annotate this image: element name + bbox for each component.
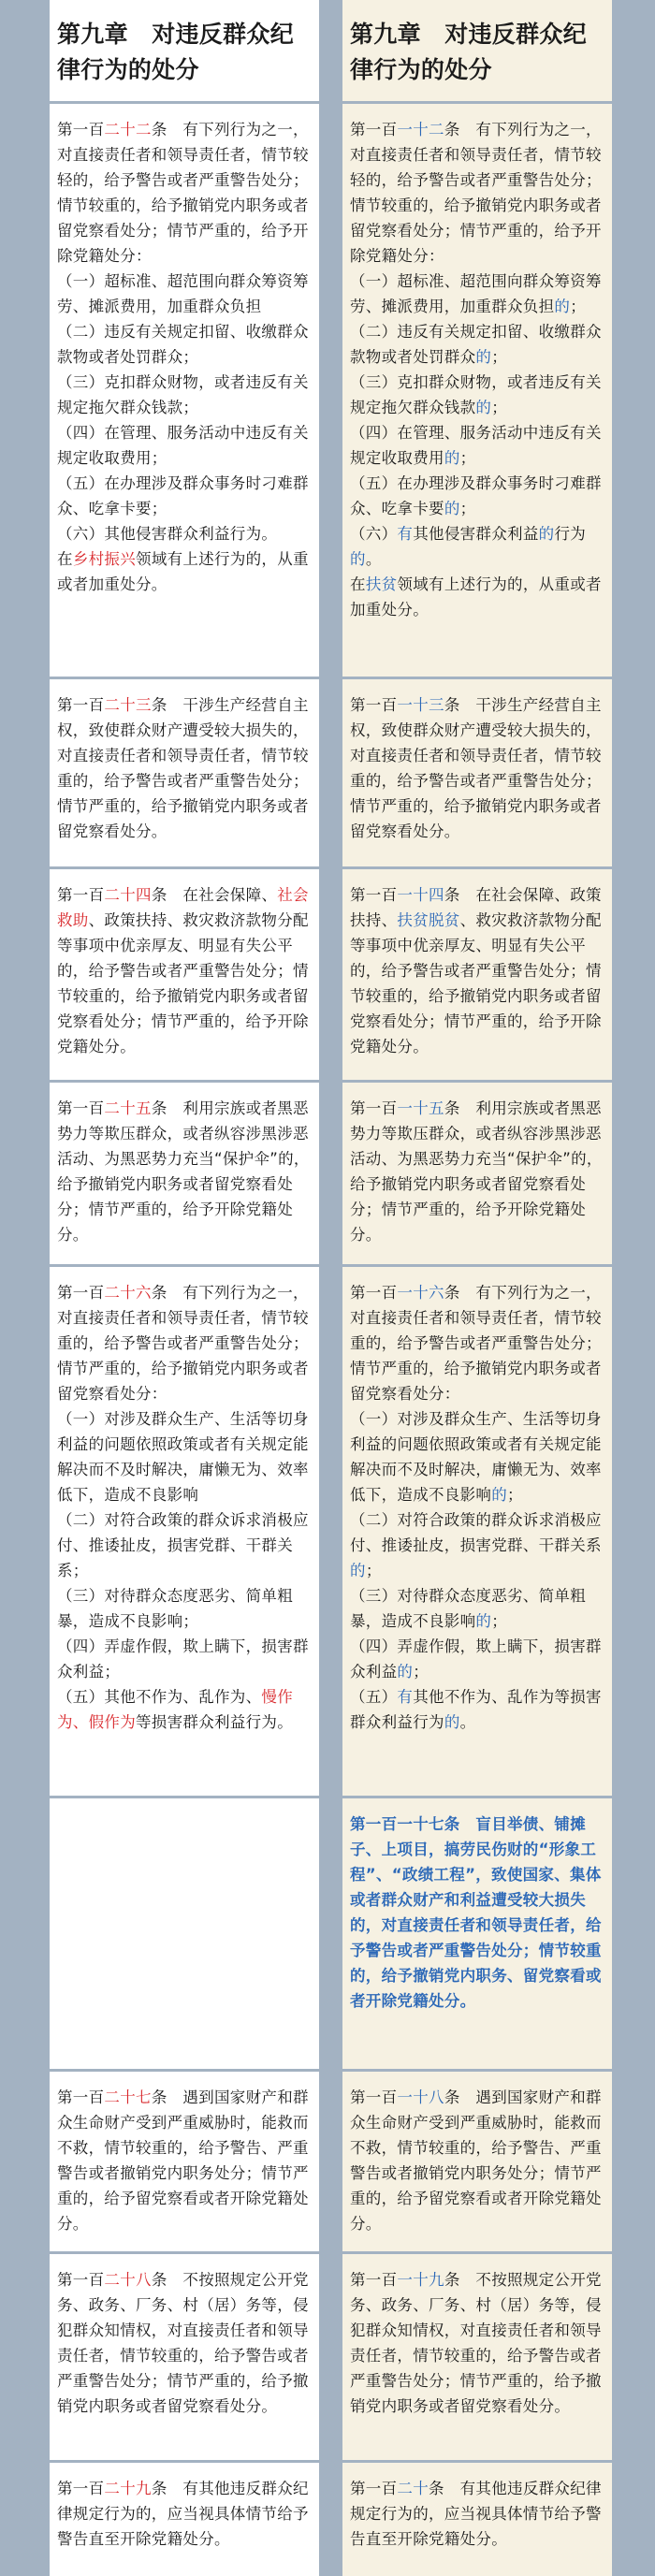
right-article-120 — [342, 2463, 612, 2576]
article-item: （二）对符合政策的群众诉求消极应付、推诿扯皮，损害党群、干群关系； — [57, 1511, 309, 1579]
left-article-123 — [50, 679, 319, 866]
article-item: （五）在办理涉及群众事务时刁难群众、吃拿卡要； — [57, 474, 309, 517]
article-item: （四）在管理、服务活动中违反有关规定收取费用的； — [350, 424, 602, 467]
left-article-122 — [50, 104, 319, 677]
article-item: （三）对待群众态度恶劣、简单粗暴，造成不良影响的； — [350, 1587, 586, 1630]
right-chapter-header — [342, 0, 612, 101]
article-item: 在扶贫领域有上述行为的，从重或者加重处分。 — [350, 575, 602, 619]
article-text: 第一百二十八条 不按照规定公开党务、政务、厂务、村（居）务等，侵犯群众知情权，对直接责任者和领导责任者，情节较重的，给予警告或者严重警告处分；情节严重的，给予撤销党内职务或者留党察看处分。 — [57, 2271, 309, 2415]
left-empty-cell — [50, 1798, 319, 2069]
article-item: （三）克扣群众财物，或者违反有关规定拖欠群众钱款； — [57, 373, 309, 416]
article-text: 第一百一十三条 干涉生产经营自主权，致使群众财产遭受较大损失的，对直接责任者和领导责任者，情节较重的，给予警告或者严重警告处分；情节严重的，给予撤销党内职务或者留党察看处分。 — [350, 696, 602, 840]
article-text: 第一百一十五条 利用宗族或者黑恶势力等欺压群众，或者纵容涉黑涉恶活动、为黑恶势力充当“保护伞”的，给予撤销党内职务或者留党察看处分；情节严重的，给予开除党籍处分。 — [350, 1099, 603, 1244]
article-item: （四）弄虚作假，欺上瞒下，损害群众利益的； — [350, 1637, 602, 1681]
article-item: （五）有其他不作为、乱作为等损害群众利益行为的。 — [350, 1688, 602, 1731]
right-article-112 — [342, 104, 612, 677]
article-text: 第一百一十四条 在社会保障、政策扶持、扶贫脱贫、救灾救济款物分配等事项中优亲厚友、明显有失公平的，给予警告或者严重警告处分；情节较重的，给予撤销党内职务或者留党察看处分；情节严重的，给予开除党籍处分。 — [350, 886, 602, 1055]
article-intro: 第一百二十六条 有下列行为之一，对直接责任者和领导责任者，情节较重的，给予警告或者严重警告处分；情节严重的，给予撤销党内职务或者留党察看处分： — [57, 1284, 309, 1403]
article-text: 第一百二十五条 利用宗族或者黑恶势力等欺压群众，或者纵容涉黑涉恶活动、为黑恶势力充当“保护伞”的，给予撤销党内职务或者留党察看处分；情节严重的，给予开除党籍处分。 — [57, 1099, 310, 1244]
article-item: （六）有其他侵害群众利益的行为的。 — [350, 525, 587, 568]
right-article-113 — [342, 679, 612, 866]
article-text: 第一百一十七条 盲目举债、铺摊子、上项目，搞劳民伤财的“形象工程”、“政绩工程”，致使国家、集体或者群众财产和利益遭受较大损失的，对直接责任者和领导责任者，给予警告或者严重警告处分；情节较重的，给予撤销党内职务、留党察看或者开除党籍处分。 — [350, 1815, 602, 2010]
article-intro: 第一百一十二条 有下列行为之一，对直接责任者和领导责任者，情节较轻的，给予警告或者严重警告处分；情节较重的，给予撤销党内职务或者留党察看处分；情节严重的，给予开除党籍处分： — [350, 121, 602, 265]
article-text: 第一百二十四条 在社会保障、社会救助、政策扶持、救灾救济款物分配等事项中优亲厚友、明显有失公平的，给予警告或者严重警告处分；情节较重的，给予撤销党内职务或者留党察看处分；情节严重的，给予开除党籍处分。 — [57, 886, 309, 1055]
left-article-127 — [50, 2072, 319, 2251]
article-item: （一）超标准、超范围向群众筹资筹劳、摊派费用，加重群众负担的； — [350, 272, 602, 315]
article-item: （四）弄虚作假，欺上瞒下，损害群众利益； — [57, 1637, 309, 1681]
left-article-128 — [50, 2254, 319, 2460]
article-item: （六）其他侵害群众利益行为。 — [57, 525, 278, 543]
left-chapter-header — [50, 0, 319, 101]
article-text: 第一百二十七条 遇到国家财产和群众生命财产受到严重威胁时，能救而不救，情节较重的，给予警告、严重警告或者撤销党内职务处分；情节严重的，给予留党察看或者开除党籍处分。 — [57, 2088, 309, 2233]
article-item: （五）在办理涉及群众事务时刁难群众、吃拿卡要的； — [350, 474, 602, 517]
article-item: （三）克扣群众财物，或者违反有关规定拖欠群众钱款的； — [350, 373, 602, 416]
left-article-129 — [50, 2463, 319, 2576]
article-item: （一）超标准、超范围向群众筹资筹劳、摊派费用，加重群众负担 — [57, 272, 309, 315]
article-item: （二）违反有关规定扣留、收缴群众款物或者处罚群众； — [57, 323, 309, 366]
chapter-title: 第九章 对违反群众纪律行为的处分 — [57, 21, 295, 83]
left-column — [50, 0, 319, 2576]
right-article-116 — [342, 1267, 612, 1796]
right-article-114 — [342, 869, 612, 1080]
article-item: （二）对符合政策的群众诉求消极应付、推诿扯皮，损害党群、干群关系的； — [350, 1511, 602, 1579]
article-item: （一）对涉及群众生产、生活等切身利益的问题依照政策或者有关规定能解决而不及时解决，庸懒无为、效率低下，造成不良影响的； — [350, 1410, 602, 1504]
right-article-117 — [342, 1798, 612, 2069]
right-article-115 — [342, 1083, 612, 1264]
right-article-119 — [342, 2254, 612, 2460]
left-article-125 — [50, 1083, 319, 1264]
left-article-126 — [50, 1267, 319, 1796]
article-item: （二）违反有关规定扣留、收缴群众款物或者处罚群众的； — [350, 323, 602, 366]
article-text: 第一百二十三条 干涉生产经营自主权，致使群众财产遭受较大损失的，对直接责任者和领导责任者，情节较重的，给予警告或者严重警告处分；情节严重的，给予撤销党内职务或者留党察看处分。 — [57, 696, 309, 840]
article-item: （四）在管理、服务活动中违反有关规定收取费用； — [57, 424, 309, 467]
article-text: 第一百一十八条 遇到国家财产和群众生命财产受到严重威胁时，能救而不救，情节较重的，给予警告、严重警告或者撤销党内职务处分；情节严重的，给予留党察看或者开除党籍处分。 — [350, 2088, 602, 2233]
right-article-118 — [342, 2072, 612, 2251]
article-text: 第一百二十条 有其他违反群众纪律规定行为的，应当视具体情节给予警告直至开除党籍处分。 — [350, 2480, 602, 2548]
article-text: 第一百二十九条 有其他违反群众纪律规定行为的，应当视具体情节给予警告直至开除党籍处分。 — [57, 2480, 309, 2548]
right-column — [342, 0, 612, 2576]
article-intro: 第一百一十六条 有下列行为之一，对直接责任者和领导责任者，情节较重的，给予警告或者严重警告处分；情节严重的，给予撤销党内职务或者留党察看处分： — [350, 1284, 602, 1403]
article-item: （三）对待群众态度恶劣、简单粗暴，造成不良影响； — [57, 1587, 293, 1630]
left-article-124 — [50, 869, 319, 1080]
article-item: （五）其他不作为、乱作为、慢作为、假作为等损害群众利益行为。 — [57, 1688, 294, 1731]
chapter-title: 第九章 对违反群众纪律行为的处分 — [350, 21, 588, 83]
article-item: 在乡村振兴领域有上述行为的，从重或者加重处分。 — [57, 550, 309, 593]
article-intro: 第一百二十二条 有下列行为之一，对直接责任者和领导责任者，情节较轻的，给予警告或者严重警告处分；情节较重的，给予撤销党内职务或者留党察看处分；情节严重的，给予开除党籍处分： — [57, 121, 309, 265]
article-item: （一）对涉及群众生产、生活等切身利益的问题依照政策或者有关规定能解决而不及时解决，庸懒无为、效率低下，造成不良影响 — [57, 1410, 309, 1504]
article-text: 第一百一十九条 不按照规定公开党务、政务、厂务、村（居）务等，侵犯群众知情权，对直接责任者和领导责任者，情节较重的，给予警告或者严重警告处分；情节严重的，给予撤销党内职务或者留党察看处分。 — [350, 2271, 602, 2415]
